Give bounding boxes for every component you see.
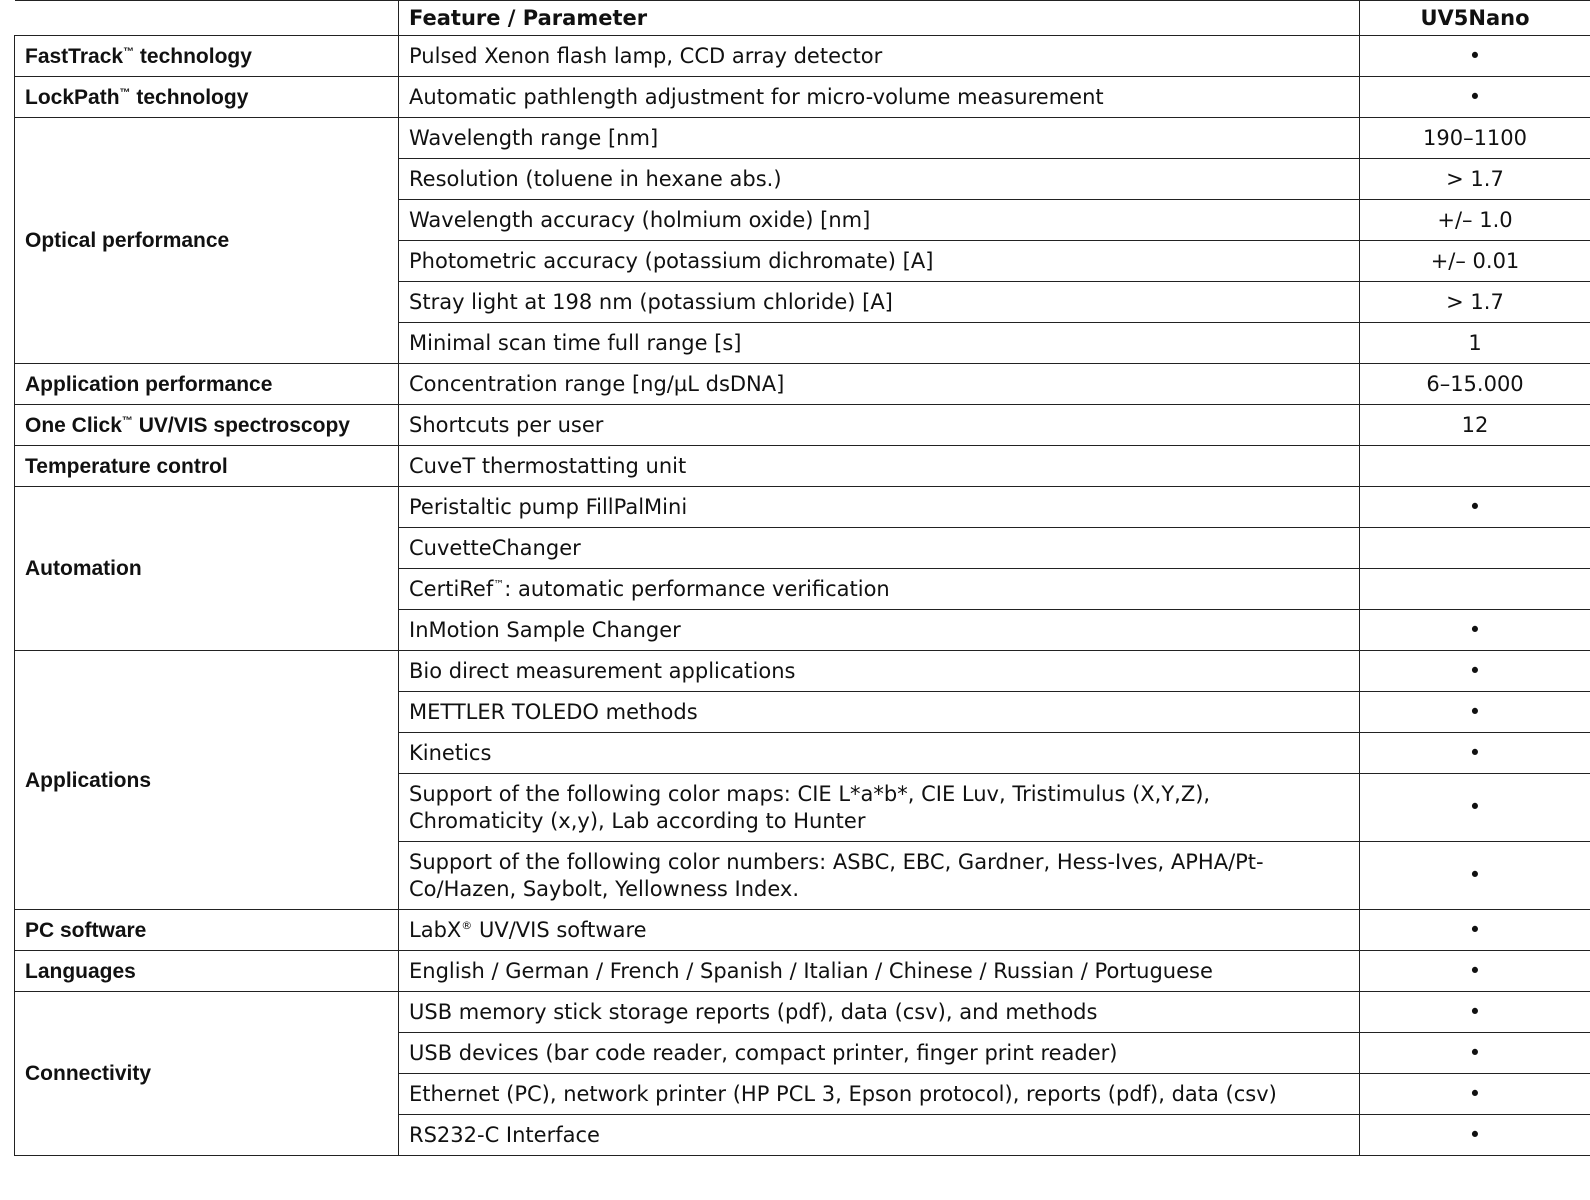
category-languages: Languages <box>15 951 399 992</box>
value-cell: • <box>1360 36 1590 77</box>
value-cell: • <box>1360 487 1590 528</box>
spec-table <box>14 0 1590 1156</box>
parameter-cell: Minimal scan time full range [s] <box>399 323 1360 364</box>
parameter-cell: Resolution (toluene in hexane abs.) <box>399 159 1360 200</box>
value-cell: • <box>1360 774 1590 842</box>
table-header-row <box>15 1 1590 36</box>
value-cell: • <box>1360 992 1590 1033</box>
value-cell: • <box>1360 1074 1590 1115</box>
value-cell: • <box>1360 951 1590 992</box>
parameter-cell: English / German / French / Spanish / Italian / Chinese / Russian / Portuguese <box>399 951 1360 992</box>
value-cell <box>1360 446 1590 487</box>
category-one-click: One Click™ UV/VIS spectroscopy <box>15 405 399 446</box>
header-parameter: Feature / Parameter <box>399 1 1360 36</box>
category-connectivity: Connectivity <box>15 992 399 1156</box>
category-fasttrack: FastTrack™ technology <box>15 36 399 77</box>
category-automation: Automation <box>15 487 399 651</box>
table-row <box>15 446 1590 487</box>
value-cell: 6–15.000 <box>1360 364 1590 405</box>
parameter-cell: USB memory stick storage reports (pdf), data (csv), and methods <box>399 992 1360 1033</box>
parameter-cell: Ethernet (PC), network printer (HP PCL 3, Epson protocol), reports (pdf), data (csv) <box>399 1074 1360 1115</box>
category-application-performance: Application performance <box>15 364 399 405</box>
category-temperature-control: Temperature control <box>15 446 399 487</box>
parameter-cell: Wavelength accuracy (holmium oxide) [nm] <box>399 200 1360 241</box>
table-row <box>15 951 1590 992</box>
table-row <box>15 992 1590 1033</box>
table-row <box>15 651 1590 692</box>
header-model: UV5Nano <box>1360 1 1590 36</box>
value-cell: • <box>1360 1033 1590 1074</box>
value-cell: • <box>1360 651 1590 692</box>
parameter-cell: METTLER TOLEDO methods <box>399 692 1360 733</box>
value-cell: +/– 0.01 <box>1360 241 1590 282</box>
table-row <box>15 77 1590 118</box>
value-cell: • <box>1360 842 1590 910</box>
value-cell: +/– 1.0 <box>1360 200 1590 241</box>
table-row <box>15 364 1590 405</box>
parameter-cell: Peristaltic pump FillPalMini <box>399 487 1360 528</box>
parameter-cell: Bio direct measurement applications <box>399 651 1360 692</box>
category-optical-performance: Optical performance <box>15 118 399 364</box>
value-cell: • <box>1360 733 1590 774</box>
parameter-cell: Shortcuts per user <box>399 405 1360 446</box>
parameter-cell: RS232-C Interface <box>399 1115 1360 1156</box>
value-cell: > 1.7 <box>1360 159 1590 200</box>
category-applications: Applications <box>15 651 399 910</box>
value-cell: • <box>1360 910 1590 951</box>
parameter-cell: Kinetics <box>399 733 1360 774</box>
parameter-cell: Wavelength range [nm] <box>399 118 1360 159</box>
table-row <box>15 36 1590 77</box>
value-cell: • <box>1360 610 1590 651</box>
value-cell: • <box>1360 692 1590 733</box>
table-row <box>15 405 1590 446</box>
table-row <box>15 118 1590 159</box>
parameter-cell: CuvetteChanger <box>399 528 1360 569</box>
parameter-cell: InMotion Sample Changer <box>399 610 1360 651</box>
value-cell: > 1.7 <box>1360 282 1590 323</box>
value-cell: 12 <box>1360 405 1590 446</box>
parameter-cell: Automatic pathlength adjustment for micro-volume measurement <box>399 77 1360 118</box>
category-pc-software: PC software <box>15 910 399 951</box>
value-cell: 190–1100 <box>1360 118 1590 159</box>
parameter-cell: CertiRef™: automatic performance verification <box>399 569 1360 610</box>
value-cell: 1 <box>1360 323 1590 364</box>
parameter-cell: Support of the following color numbers: ASBC, EBC, Gardner, Hess-Ives, APHA/Pt-Co/Hazen, Saybolt, Yellowness Index. <box>399 842 1360 910</box>
value-cell <box>1360 528 1590 569</box>
parameter-cell: CuveT thermostatting unit <box>399 446 1360 487</box>
table-row <box>15 487 1590 528</box>
value-cell: • <box>1360 77 1590 118</box>
parameter-cell: Photometric accuracy (potassium dichromate) [A] <box>399 241 1360 282</box>
value-cell: • <box>1360 1115 1590 1156</box>
category-lockpath: LockPath™ technology <box>15 77 399 118</box>
table-row <box>15 910 1590 951</box>
parameter-cell: Support of the following color maps: CIE L*a*b*, CIE Luv, Tristimulus (X,Y,Z), Chromaticity (x,y), Lab according to Hunter <box>399 774 1360 842</box>
parameter-cell: Pulsed Xenon flash lamp, CCD array detector <box>399 36 1360 77</box>
parameter-cell: Concentration range [ng/µL dsDNA] <box>399 364 1360 405</box>
value-cell <box>1360 569 1590 610</box>
parameter-cell: USB devices (bar code reader, compact printer, finger print reader) <box>399 1033 1360 1074</box>
parameter-cell: Stray light at 198 nm (potassium chloride) [A] <box>399 282 1360 323</box>
parameter-cell: LabX® UV/VIS software <box>399 910 1360 951</box>
header-blank-cell <box>15 1 399 36</box>
